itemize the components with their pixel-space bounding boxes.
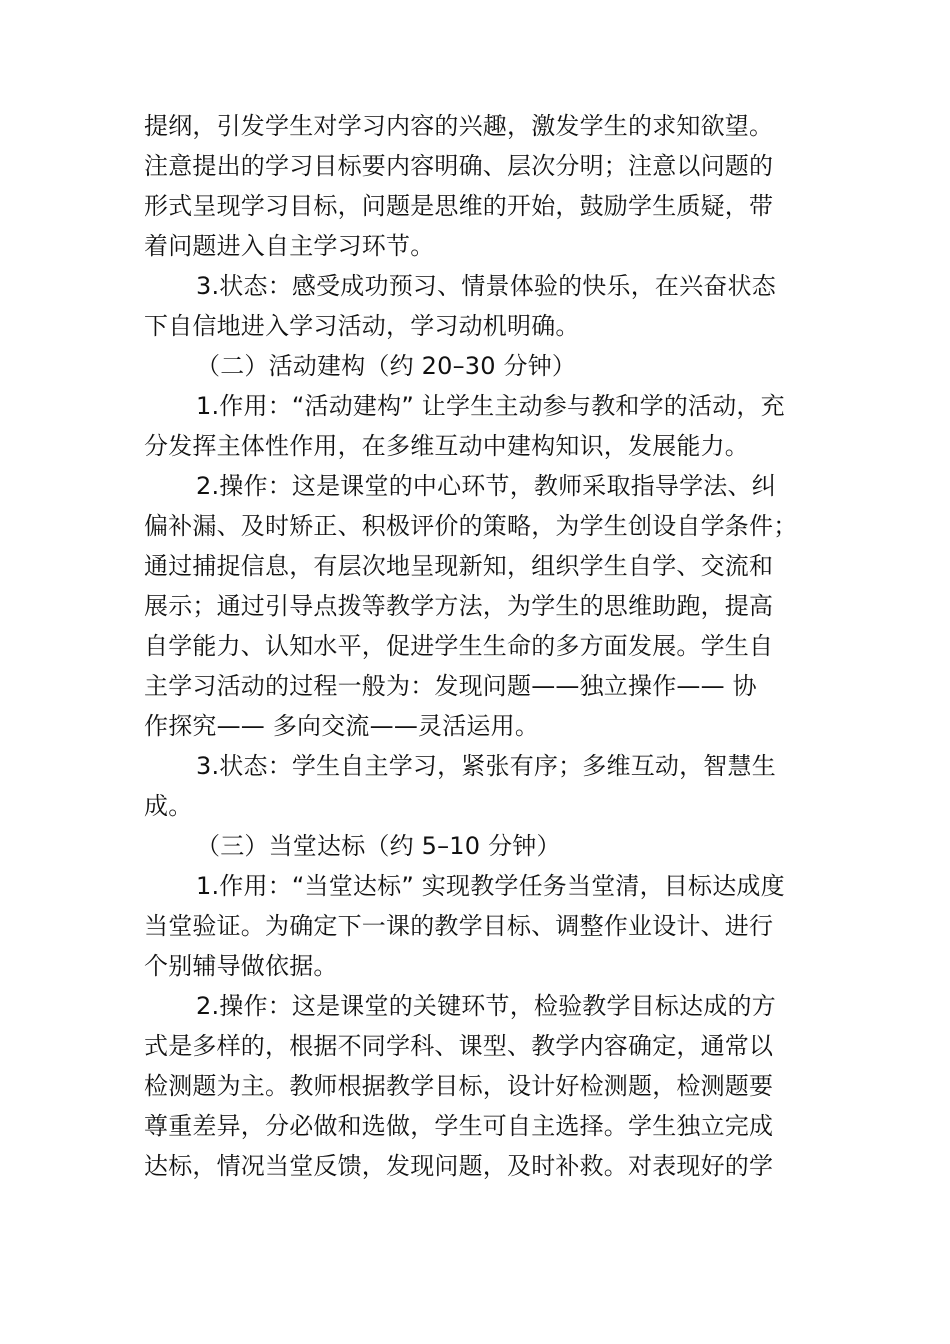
text-line: 分发挥主体性作用，在多维互动中建构知识，发展能力。 [144, 432, 749, 460]
text-line: 2.操作：这是课堂的中心环节，教师采取指导学法、纠 [196, 472, 776, 500]
text-line: 形式呈现学习目标，问题是思维的开始，鼓励学生质疑，带 [144, 192, 774, 220]
text-line: 主学习活动的过程一般为：发现问题——独立操作—— 协 [144, 672, 757, 700]
text-line: 2.操作：这是课堂的关键环节，检验教学目标达成的方 [196, 992, 776, 1020]
text-line: （二）活动建构（约 20–30 分钟） [196, 352, 577, 380]
text-line: 式是多样的，根据不同学科、课型、教学内容确定，通常以 [144, 1032, 774, 1060]
text-line: 检测题为主。教师根据教学目标，设计好检测题，检测题要 [144, 1072, 774, 1100]
text-line: 1.作用：“活动建构” 让学生主动参与教和学的活动，充 [196, 392, 785, 420]
text-line: 通过捕捉信息，有层次地呈现新知，组织学生自学、交流和 [144, 552, 774, 580]
text-line: 当堂验证。为确定下一课的教学目标、调整作业设计、进行 [144, 912, 774, 940]
text-line: 3.状态：感受成功预习、情景体验的快乐，在兴奋状态 [196, 272, 776, 300]
text-line: 作探究—— 多向交流——灵活运用。 [144, 712, 540, 740]
text-line: 3.状态：学生自主学习，紧张有序；多维互动，智慧生 [196, 752, 776, 780]
text-line: （三）当堂达标（约 5–10 分钟） [196, 832, 561, 860]
text-line: 个别辅导做依据。 [144, 952, 338, 980]
text-line: 偏补漏、及时矫正、积极评价的策略，为学生创设自学条件； [144, 512, 798, 540]
text-line: 达标，情况当堂反馈，发现问题，及时补救。对表现好的学 [144, 1152, 774, 1180]
text-line: 下自信地进入学习活动，学习动机明确。 [144, 312, 580, 340]
document-body [144, 106, 812, 1186]
text-line: 1.作用：“当堂达标” 实现教学任务当堂清，目标达成度 [196, 872, 785, 900]
text-line: 提纲，引发学生对学习内容的兴趣，激发学生的求知欲望。 [144, 112, 774, 140]
text-line: 成。 [144, 792, 193, 820]
text-line: 注意提出的学习目标要内容明确、层次分明；注意以问题的 [144, 152, 774, 180]
text-line: 展示；通过引导点拨等教学方法，为学生的思维助跑，提高 [144, 592, 774, 620]
text-line: 尊重差异，分必做和选做，学生可自主选择。学生独立完成 [144, 1112, 774, 1140]
text-line: 着问题进入自主学习环节。 [144, 232, 435, 260]
text-line: 自学能力、认知水平，促进学生生命的多方面发展。学生自 [144, 632, 774, 660]
